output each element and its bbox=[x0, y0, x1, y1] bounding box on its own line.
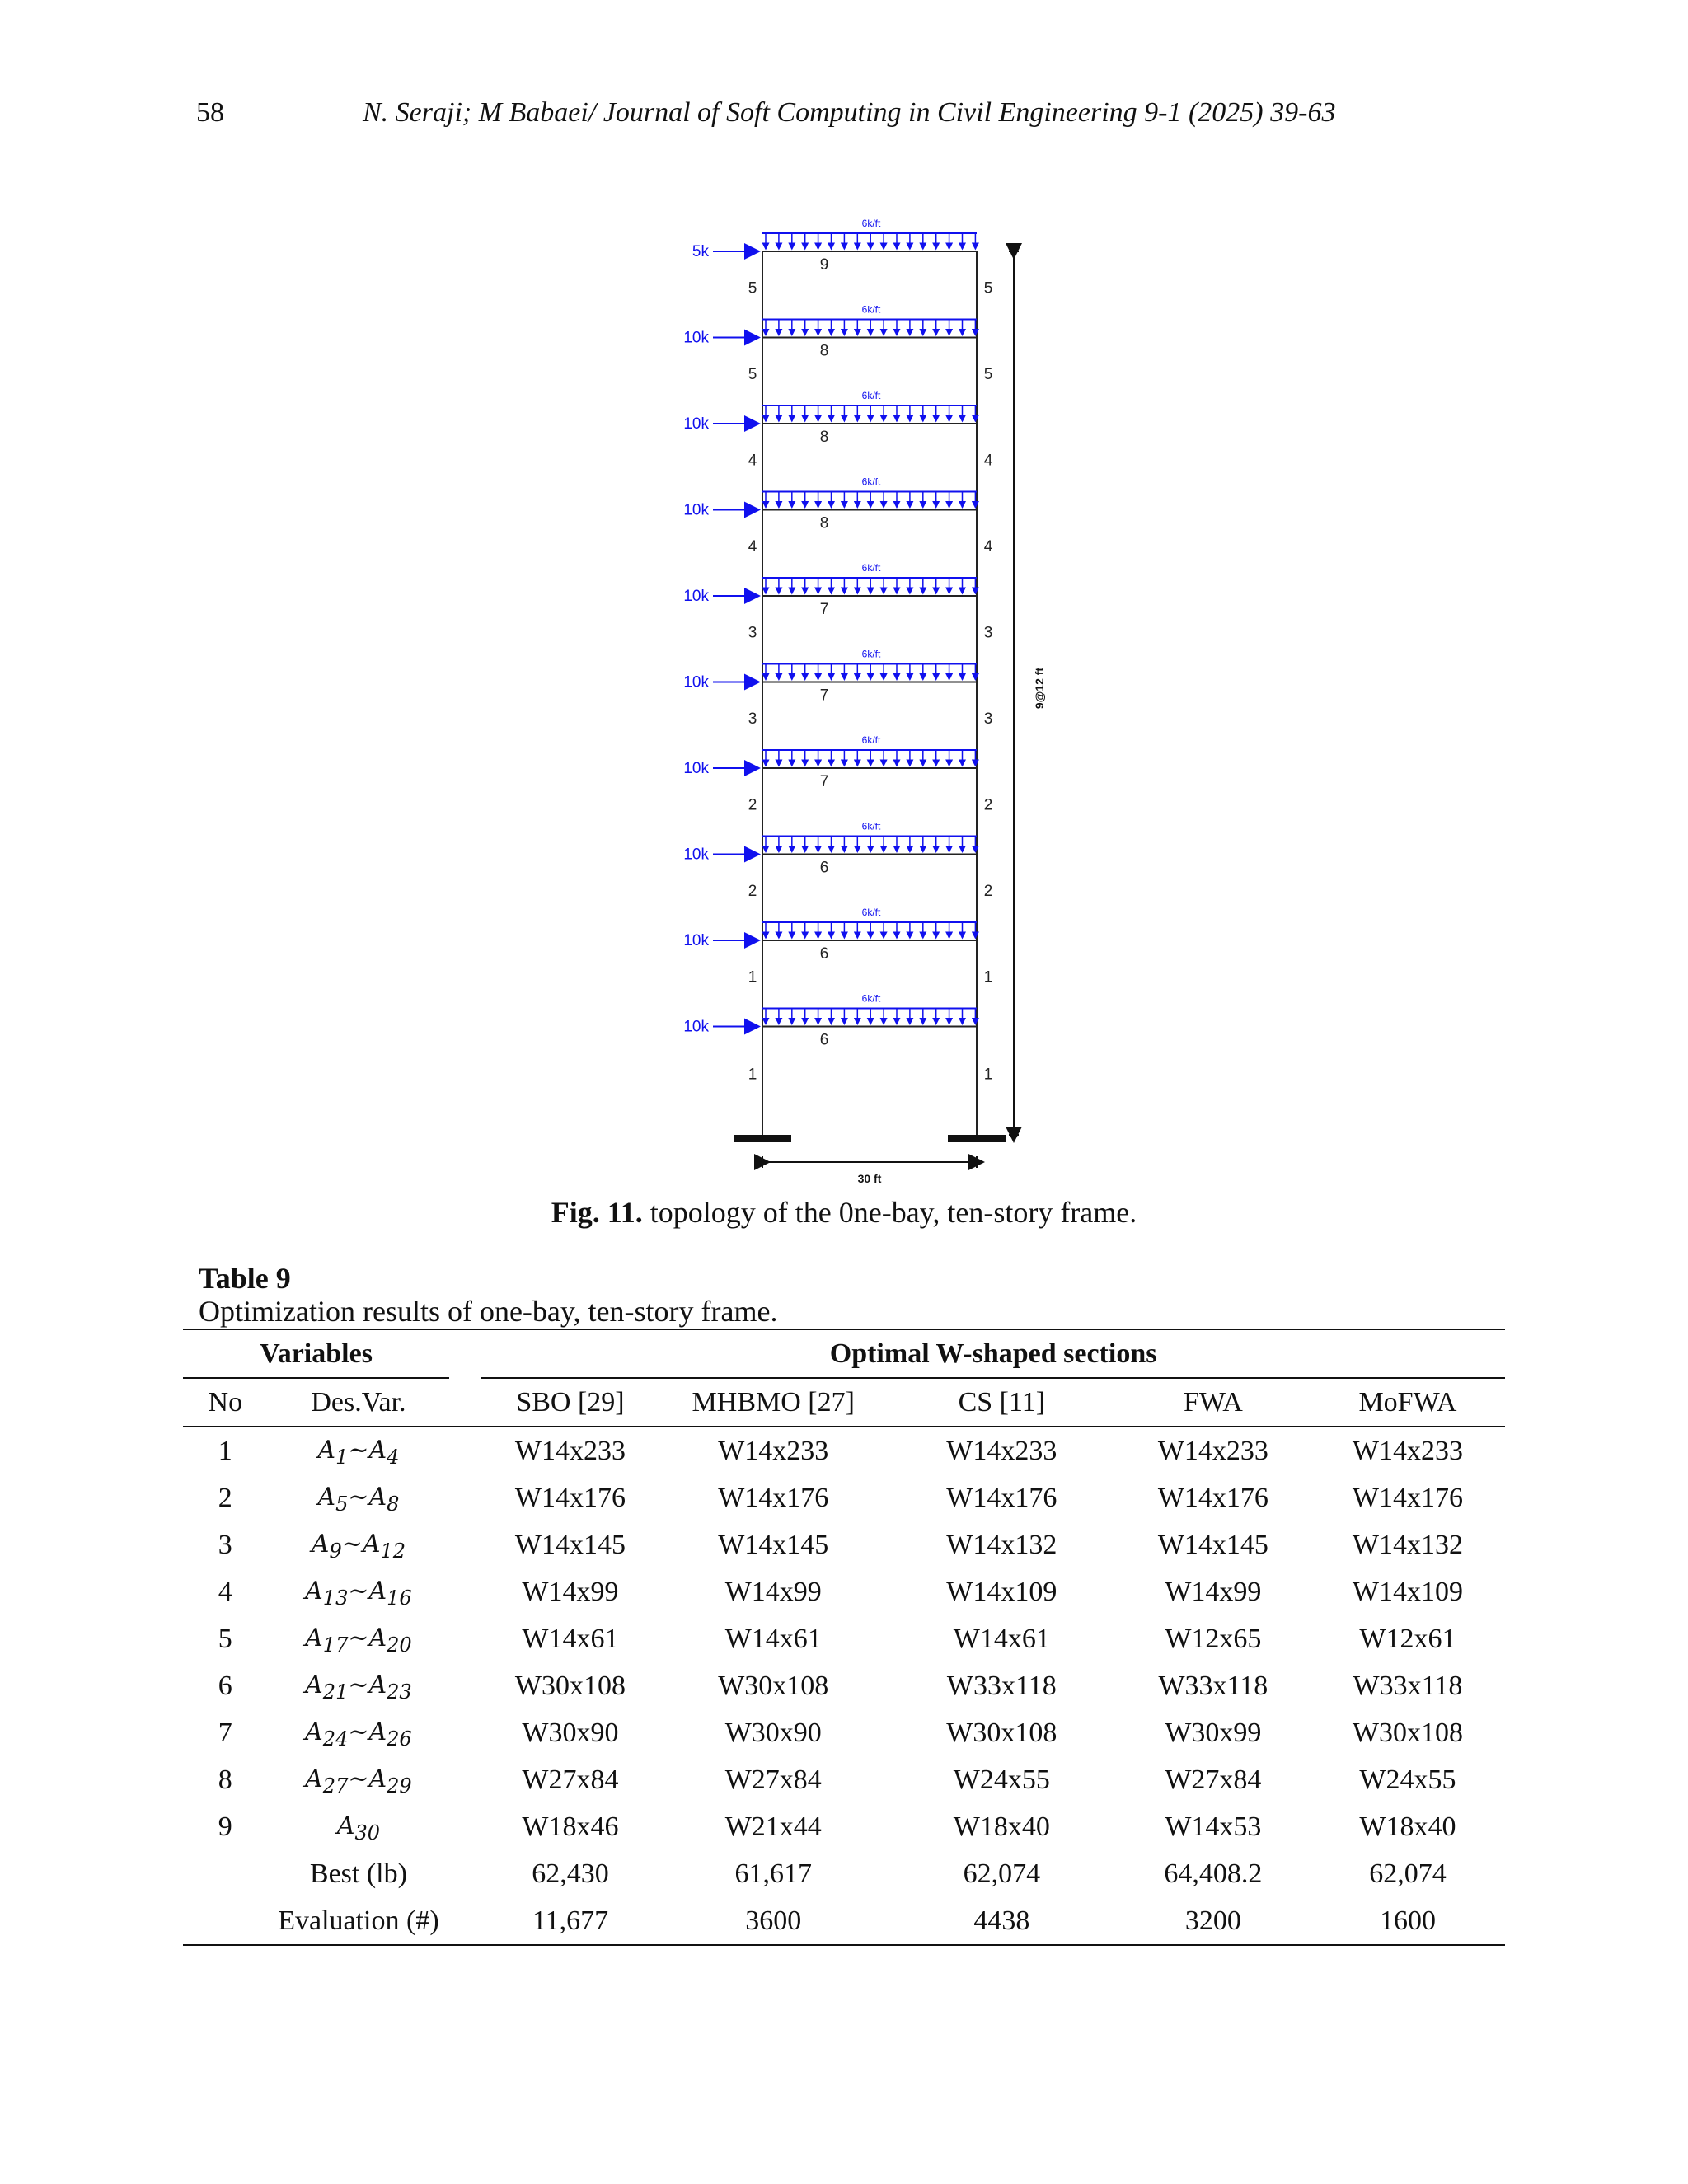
row-number: 3 bbox=[218, 1529, 232, 1560]
column-group-label: 5 bbox=[983, 365, 993, 383]
column-group-label: 3 bbox=[983, 624, 993, 642]
design-variable bbox=[268, 1474, 450, 1521]
section-cell: W14x145 bbox=[514, 1529, 626, 1560]
design-variable bbox=[268, 1615, 450, 1662]
section-cell: W18x40 bbox=[1359, 1811, 1456, 1842]
lateral-load-label: 10k bbox=[683, 932, 709, 949]
table-row bbox=[183, 1662, 1505, 1709]
section-cell: W18x46 bbox=[522, 1811, 619, 1842]
section-cell: W24x55 bbox=[953, 1764, 1050, 1795]
section-cell: W14x233 bbox=[1352, 1435, 1463, 1466]
section-cell: W27x84 bbox=[522, 1764, 619, 1795]
spacer-cell bbox=[449, 1568, 481, 1615]
beam-group-label: 9 bbox=[819, 256, 829, 274]
column-group-label: 4 bbox=[748, 537, 757, 555]
lateral-load-label: 10k bbox=[683, 588, 709, 605]
group-optimal: Optimal W-shaped sections bbox=[481, 1329, 1505, 1378]
table-row bbox=[183, 1709, 1505, 1756]
design-variable bbox=[268, 1662, 450, 1709]
section-cell: W30x108 bbox=[718, 1670, 829, 1701]
page-header bbox=[0, 97, 1688, 138]
section-cell: W14x132 bbox=[946, 1529, 1057, 1560]
lateral-load-label: 10k bbox=[683, 501, 709, 519]
spacer-cell bbox=[449, 1897, 481, 1945]
distributed-load-label: 6k/ft bbox=[861, 218, 881, 229]
section-cell: W30x108 bbox=[946, 1717, 1057, 1748]
beam-group-label: 8 bbox=[819, 429, 829, 446]
table-row bbox=[183, 1568, 1505, 1615]
evaluation-value: 1600 bbox=[1379, 1905, 1436, 1936]
distributed-load-label: 6k/ft bbox=[861, 476, 881, 488]
row-number: 4 bbox=[218, 1576, 232, 1607]
best-value: 62,430 bbox=[532, 1858, 609, 1889]
row-number: 1 bbox=[218, 1435, 232, 1466]
section-cell: W14x132 bbox=[1352, 1529, 1463, 1560]
variable-range: $A_{27}\sim A_{29}$ bbox=[305, 1764, 412, 1797]
col-header: Des.Var. bbox=[311, 1386, 406, 1418]
fixed-support bbox=[948, 1135, 1006, 1142]
col-header: SBO [29] bbox=[516, 1386, 625, 1418]
variable-range: $A_9\sim A_{12}$ bbox=[311, 1529, 406, 1563]
column-group-label: 3 bbox=[748, 710, 757, 728]
variable-range: $A_1\sim A_4$ bbox=[317, 1435, 400, 1469]
distributed-load-label: 6k/ft bbox=[861, 820, 881, 832]
section-cell: W12x65 bbox=[1165, 1623, 1262, 1654]
best-value: 62,074 bbox=[963, 1858, 1041, 1889]
row-number: 8 bbox=[218, 1764, 232, 1795]
distributed-load-label: 6k/ft bbox=[861, 390, 881, 401]
span-label: 30 ft bbox=[857, 1172, 882, 1185]
table-row bbox=[183, 1474, 1505, 1521]
group-variables: Variables bbox=[183, 1329, 449, 1378]
distributed-load-label: 6k/ft bbox=[861, 992, 881, 1005]
section-cell: W14x99 bbox=[522, 1576, 619, 1607]
spacer-cell bbox=[449, 1850, 481, 1897]
section-cell: W14x109 bbox=[1352, 1576, 1463, 1607]
column-group-label: 2 bbox=[983, 796, 993, 814]
spacer-cell bbox=[449, 1521, 481, 1568]
height-label: 9@12 ft bbox=[1033, 667, 1046, 710]
section-cell: W18x40 bbox=[953, 1811, 1050, 1842]
row-number: 7 bbox=[218, 1717, 232, 1748]
spacer-cell bbox=[449, 1615, 481, 1662]
evaluation-row bbox=[183, 1897, 1505, 1945]
table-row bbox=[183, 1427, 1505, 1474]
best-label: Best (lb) bbox=[309, 1858, 407, 1889]
beam-group-label: 7 bbox=[819, 687, 829, 705]
section-cell: W27x84 bbox=[724, 1764, 822, 1795]
section-cell: W14x61 bbox=[724, 1623, 822, 1654]
distributed-load-label: 6k/ft bbox=[861, 734, 881, 746]
column-group-label: 2 bbox=[748, 796, 757, 814]
section-cell: W14x99 bbox=[724, 1576, 822, 1607]
section-cell: W14x61 bbox=[953, 1623, 1050, 1654]
table-row bbox=[183, 1803, 1505, 1850]
section-cell: W14x233 bbox=[1157, 1435, 1268, 1466]
table-row bbox=[183, 1756, 1505, 1803]
column-group-label: 1 bbox=[748, 968, 757, 987]
section-cell: W14x61 bbox=[522, 1623, 619, 1654]
variable-range: $A_{21}\sim A_{23}$ bbox=[305, 1670, 412, 1704]
distributed-load-label: 6k/ft bbox=[861, 562, 881, 574]
section-cell: W14x99 bbox=[1165, 1576, 1262, 1607]
section-cell: W24x55 bbox=[1359, 1764, 1456, 1795]
column-group-label: 5 bbox=[748, 365, 757, 383]
section-cell: W14x176 bbox=[718, 1482, 829, 1513]
spacer-cell bbox=[449, 1662, 481, 1709]
page-number: 58 bbox=[196, 97, 224, 128]
evaluation-value: 4438 bbox=[973, 1905, 1030, 1936]
design-variable bbox=[268, 1756, 450, 1803]
section-cell: W33x118 bbox=[1158, 1670, 1268, 1701]
evaluation-value: 3200 bbox=[1184, 1905, 1241, 1936]
evaluation-value: 3600 bbox=[745, 1905, 802, 1936]
section-cell: W14x145 bbox=[718, 1529, 829, 1560]
distributed-load-label: 6k/ft bbox=[861, 303, 881, 316]
evaluation-value: 11,677 bbox=[532, 1905, 609, 1936]
best-value: 64,408.2 bbox=[1164, 1858, 1263, 1889]
results-table bbox=[183, 1329, 1505, 1946]
spacer-cell bbox=[449, 1427, 481, 1474]
col-header: No bbox=[208, 1386, 243, 1418]
section-cell: W30x90 bbox=[724, 1717, 822, 1748]
section-cell: W14x233 bbox=[946, 1435, 1057, 1466]
column-group-label: 4 bbox=[748, 452, 757, 470]
row-number: 5 bbox=[218, 1623, 232, 1654]
spacer-cell bbox=[449, 1803, 481, 1850]
lateral-load-label: 10k bbox=[683, 846, 709, 864]
evaluation-label: Evaluation (#) bbox=[278, 1905, 439, 1936]
fixed-support bbox=[734, 1135, 791, 1142]
beam-group-label: 7 bbox=[819, 601, 829, 618]
design-variable bbox=[268, 1709, 450, 1756]
section-cell: W14x176 bbox=[946, 1482, 1057, 1513]
table-title: Optimization results of one-bay, ten-story frame. bbox=[199, 1295, 778, 1328]
section-cell: W30x90 bbox=[522, 1717, 619, 1748]
figure-caption bbox=[0, 1195, 1688, 1230]
frame-diagram bbox=[577, 210, 1137, 1199]
lateral-load-label: 10k bbox=[683, 415, 709, 433]
best-value: 61,617 bbox=[734, 1858, 812, 1889]
section-cell: W14x53 bbox=[1165, 1811, 1262, 1842]
beam-group-label: 7 bbox=[819, 773, 829, 790]
lateral-load-label: 5k bbox=[692, 243, 709, 260]
section-cell: W14x109 bbox=[946, 1576, 1057, 1607]
table-row bbox=[183, 1521, 1505, 1568]
beam-group-label: 6 bbox=[819, 859, 829, 877]
variable-range: $A_{17}\sim A_{20}$ bbox=[305, 1623, 412, 1657]
column-group-label: 4 bbox=[983, 537, 993, 555]
col-header: MoFWA bbox=[1358, 1386, 1457, 1418]
column-group-label: 2 bbox=[748, 882, 757, 900]
variable-range: $A_5\sim A_8$ bbox=[317, 1482, 400, 1516]
variable-range: $A_{30}$ bbox=[336, 1811, 381, 1844]
column-group-label: 5 bbox=[748, 279, 757, 298]
variable-range: $A_{24}\sim A_{26}$ bbox=[305, 1717, 412, 1750]
variable-range: $A_{13}\sim A_{16}$ bbox=[305, 1576, 412, 1610]
distributed-load-label: 6k/ft bbox=[861, 648, 881, 660]
column-group-label: 3 bbox=[983, 710, 993, 728]
best-row bbox=[183, 1850, 1505, 1897]
best-value: 62,074 bbox=[1369, 1858, 1447, 1889]
col-header: FWA bbox=[1183, 1386, 1243, 1418]
section-cell: W14x233 bbox=[514, 1435, 626, 1466]
table-row bbox=[183, 1615, 1505, 1662]
section-cell: W30x108 bbox=[514, 1670, 626, 1701]
column-group-label: 1 bbox=[983, 1066, 993, 1084]
column-group-label: 4 bbox=[983, 452, 993, 470]
running-head: N. Seraji; M Babaei/ Journal of Soft Computing in Civil Engineering 9-1 (2025) 39-63 bbox=[363, 97, 1336, 128]
table-label: Table 9 bbox=[199, 1262, 291, 1295]
column-group-label: 5 bbox=[983, 279, 993, 298]
caption-text: topology of the 0ne-bay, ten-story frame. bbox=[642, 1196, 1137, 1229]
section-cell: W30x108 bbox=[1352, 1717, 1463, 1748]
lateral-load-label: 10k bbox=[683, 760, 709, 777]
col-header: MHBMO [27] bbox=[692, 1386, 855, 1418]
spacer-cell bbox=[449, 1756, 481, 1803]
section-cell: W14x176 bbox=[1352, 1482, 1463, 1513]
column-group-label: 1 bbox=[748, 1066, 757, 1084]
blank-cell bbox=[183, 1897, 268, 1945]
section-cell: W33x118 bbox=[1353, 1670, 1463, 1701]
section-cell: W12x61 bbox=[1359, 1623, 1456, 1654]
column-group-label: 2 bbox=[983, 882, 993, 900]
section-cell: W14x145 bbox=[1157, 1529, 1268, 1560]
section-cell: W14x233 bbox=[718, 1435, 829, 1466]
group-header-row bbox=[183, 1329, 1505, 1378]
beam-group-label: 6 bbox=[819, 1031, 829, 1049]
column-header-row bbox=[183, 1378, 1505, 1427]
design-variable bbox=[268, 1568, 450, 1615]
lateral-load-label: 10k bbox=[683, 1018, 709, 1036]
row-number: 6 bbox=[218, 1670, 232, 1701]
lateral-load-label: 10k bbox=[683, 329, 709, 347]
section-cell: W27x84 bbox=[1165, 1764, 1262, 1795]
caption-label: Fig. 11. bbox=[551, 1196, 643, 1229]
row-number: 2 bbox=[218, 1482, 232, 1513]
design-variable bbox=[268, 1521, 450, 1568]
distributed-load-label: 6k/ft bbox=[861, 907, 881, 918]
lateral-load-label: 10k bbox=[683, 673, 709, 691]
section-cell: W14x176 bbox=[1157, 1482, 1268, 1513]
section-cell: W33x118 bbox=[946, 1670, 1057, 1701]
frame-figure bbox=[577, 210, 1137, 1199]
column-group-label: 1 bbox=[983, 968, 993, 987]
section-cell: W21x44 bbox=[724, 1811, 822, 1842]
section-cell: W30x99 bbox=[1165, 1717, 1262, 1748]
beam-group-label: 8 bbox=[819, 514, 829, 532]
spacer-cell bbox=[449, 1474, 481, 1521]
col-header: CS [11] bbox=[958, 1386, 1046, 1418]
design-variable bbox=[268, 1803, 450, 1850]
blank-cell bbox=[183, 1850, 268, 1897]
row-number: 9 bbox=[218, 1811, 232, 1842]
column-group-label: 3 bbox=[748, 624, 757, 642]
beam-group-label: 6 bbox=[819, 945, 829, 963]
section-cell: W14x176 bbox=[514, 1482, 626, 1513]
beam-group-label: 8 bbox=[819, 342, 829, 360]
design-variable bbox=[268, 1427, 450, 1474]
spacer-cell bbox=[449, 1709, 481, 1756]
